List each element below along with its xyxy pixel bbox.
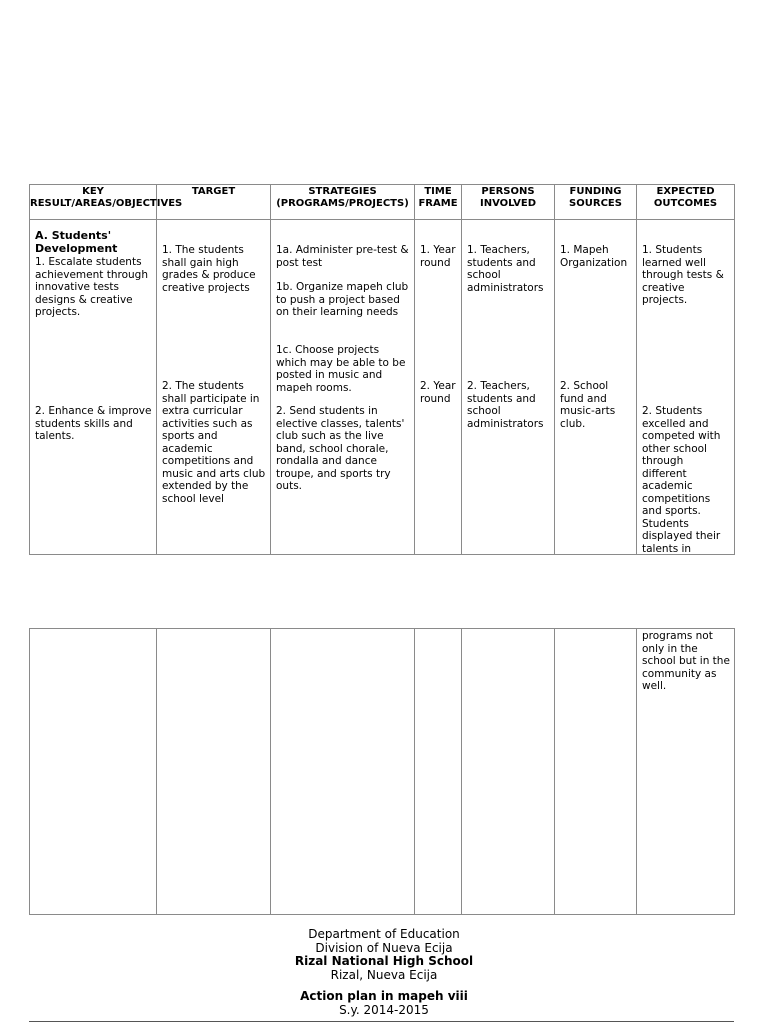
target-item-1: 1. The students shall gain high grades & produce creative projects <box>162 244 256 294</box>
strategy-item-1a: 1a. Administer pre-test & post test <box>276 244 409 269</box>
time-frame-item-1: 1. Year round <box>420 244 456 269</box>
persons-cell <box>462 220 555 555</box>
table-row <box>30 220 735 555</box>
strategy-item-1b: 1b. Organize mapeh club to push a project based on their learning needs <box>276 281 409 318</box>
department-name: Department of Education <box>308 927 460 941</box>
key-result-cell <box>30 220 157 555</box>
time-frame-item-2: 2. Year round <box>420 380 456 405</box>
footer-divider <box>29 1021 734 1022</box>
header-persons-involved: PERSONS INVOLVED <box>462 185 555 220</box>
funding-cell <box>555 220 637 555</box>
strategies-cell <box>271 629 415 915</box>
school-year: S.y. 2014-2015 <box>339 1002 429 1017</box>
key-result-cell <box>30 629 157 915</box>
header-funding-sources: FUNDING SOURCES <box>555 185 637 220</box>
document-footer <box>0 928 768 1017</box>
key-result-item-1: 1. Escalate students achievement through innovative tests designs & creative projects. <box>35 256 148 318</box>
time-frame-cell <box>415 629 462 915</box>
header-key-result: KEY RESULT/AREAS/OBJECTIVES <box>30 185 157 220</box>
strategy-item-2: 2. Send students in elective classes, talents' club such as the live band, school chorale, rondalla and dance troupe, and sports try outs. <box>276 405 405 492</box>
outcome-item-2: 2. Students excelled and competed with other school through different academic competitions and sports. Students displayed their talents in <box>642 405 721 555</box>
document-title: Action plan in mapeh viii <box>300 989 468 1003</box>
section-heading: A. Students' Development <box>35 229 118 255</box>
time-frame-cell <box>415 220 462 555</box>
persons-item-2: 2. Teachers, students and school administrators <box>467 380 544 430</box>
header-time-frame: TIME FRAME <box>415 185 462 220</box>
school-name: Rizal National High School <box>294 954 474 968</box>
header-expected-outcomes: EXPECTED OUTCOMES <box>637 185 735 220</box>
target-cell <box>157 220 271 555</box>
target-item-2: 2. The students shall participate in extra curricular activities such as sports and academic competitions and music and arts club extended by the school level <box>162 380 266 505</box>
funding-item-2: 2. School fund and music-arts club. <box>560 380 616 430</box>
outcome-item-2-continued: programs not only in the school but in the community as well. <box>642 630 730 692</box>
header-strategies: STRATEGIES (PROGRAMS/PROJECTS) <box>271 185 415 220</box>
outcomes-cell <box>637 629 735 915</box>
persons-cell <box>462 629 555 915</box>
persons-item-1: 1. Teachers, students and school administrators <box>467 244 544 294</box>
table-header-row <box>30 185 735 220</box>
division-name: Division of Nueva Ecija <box>315 940 453 955</box>
outcome-item-1: 1. Students learned well through tests & creative projects. <box>642 244 724 306</box>
strategies-cell <box>271 220 415 555</box>
action-plan-table-continued <box>29 628 735 915</box>
funding-item-1: 1. Mapeh Organization <box>560 244 628 269</box>
target-cell <box>157 629 271 915</box>
header-target: TARGET <box>157 185 271 220</box>
action-plan-table <box>29 184 735 555</box>
outcomes-cell <box>637 220 735 555</box>
key-result-item-2: 2. Enhance & improve students skills and talents. <box>35 405 152 442</box>
funding-cell <box>555 629 637 915</box>
strategy-item-1c: 1c. Choose projects which may be able to be posted in music and mapeh rooms. <box>276 344 406 394</box>
school-location: Rizal, Nueva Ecija <box>330 967 438 982</box>
table-row <box>30 629 735 915</box>
